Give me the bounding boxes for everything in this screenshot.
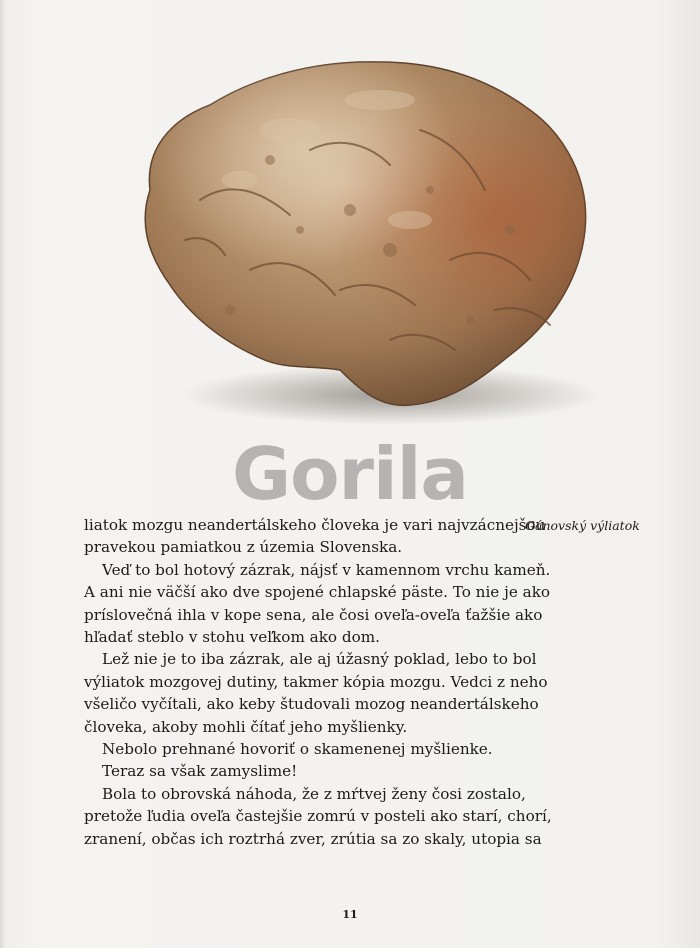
text-line: človeka, akoby mohli čítať jeho myšlienky.	[84, 717, 408, 736]
text-line: zranení, občas ich roztrhá zver, zrútia sa zo skaly, utopia sa	[84, 829, 542, 848]
text-line: Nebolo prehnané hovoriť o skamenenej myšlienke.	[102, 740, 493, 759]
text-line: A ani nie väčší ako dve spojené chlapské päste. To nie je ako	[84, 583, 551, 602]
text-line: výliatok mozgovej dutiny, takmer kópia mozgu. Vedci z neho	[84, 672, 548, 691]
text-line: pravekou pamiatkou z územia Slovenska.	[84, 538, 403, 557]
text-line: Veď to bol hotový zázrak, nájsť v kamennom vrchu kameň.	[102, 560, 551, 579]
page-number: 11	[342, 908, 358, 921]
endocast-photo	[90, 40, 610, 440]
text-line: Teraz sa však zamyslime!	[102, 762, 298, 781]
text-line: všeličo vyčítali, ako keby študovali mozog neandertálskeho	[84, 695, 539, 714]
text-line: príslovečná ihla v kope sena, ale čosi oveľa-oveľa ťažšie ako	[84, 605, 543, 624]
text-line: liatok mozgu neandertálskeho človeka je vari najvzácnejšou	[84, 516, 546, 534]
text-line: Lež nie je to iba zázrak, ale aj úžasný poklad, lebo to bol	[102, 650, 537, 669]
text-line: pretože ľudia oveľa častejšie zomrú v posteli ako starí, chorí,	[84, 807, 552, 826]
text-line: hľadať steblo v stohu veľkom ako dom.	[84, 628, 381, 647]
text-line: Bola to obrovská náhoda, že z mŕtvej ženy čosi zostalo,	[102, 784, 526, 803]
stone-highlight	[145, 62, 585, 405]
stone-illustration	[90, 40, 610, 440]
figure-caption: Gánovský výliatok	[525, 518, 640, 533]
watermark-logo: Gorila	[231, 432, 468, 516]
body-text	[84, 514, 552, 850]
